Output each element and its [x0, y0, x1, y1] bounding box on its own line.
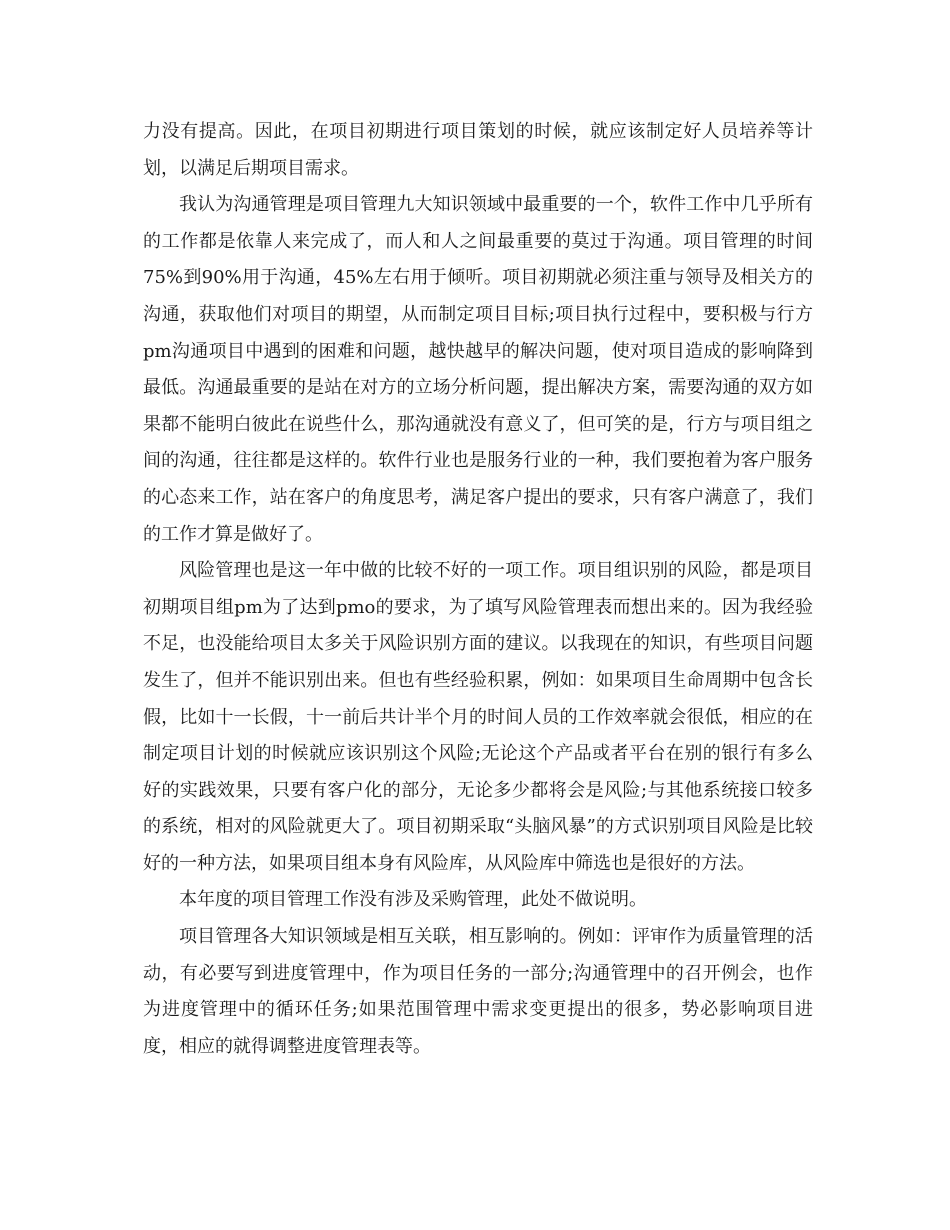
paragraph-continuation: 力没有提高。因此，在项目初期进行项目策划的时候，就应该制定好人员培养等计划，以满足后期项目需求。 [143, 121, 813, 179]
paragraph-knowledge-areas-relation: 项目管理各大知识领域是相互关联，相互影响的。例如：评审作为质量管理的活动，有必要写到进度管理中，作为项目任务的一部分;沟通管理中的召开例会，也作为进度管理中的循环任务;如果范围管理中需求变更提出的很多，势必影响项目进度，相应的就得调整进度管理表等。 [143, 926, 813, 1057]
paragraph-risk-management: 风险管理也是这一年中做的比较不好的一项工作。项目组识别的风险，都是项目初期项目组pm为了达到pmo的要求，为了填写风险管理表而想出来的。因为我经验不足，也没能给项目太多关于风险识别方面的建议。以我现在的知识，有些项目问题发生了，但并不能识别出来。但也有些经验积累，例如：如果项目生命周期中包含长假，比如十一长假，十一前后共计半个月的时间人员的工作效率就会很低，相应的在制定项目计划的时候就应该识别这个风险;无论这个产品或者平台在别的银行有多么好的实践效果，只要有客户化的部分，无论多少都将会是风险;与其他系统接口较多的系统，相对的风险就更大了。项目初期采取“头脑风暴”的方式识别项目风险是比较好的一种方法，如果项目组本身有风险库，从风险库中筛选也是很好的方法。 [143, 560, 813, 874]
paragraph-procurement-management: 本年度的项目管理工作没有涉及采购管理，此处不做说明。 [179, 889, 647, 911]
document-body [143, 114, 813, 1065]
paragraph-communication-management: 我认为沟通管理是项目管理九大知识领域中最重要的一个，软件工作中几乎所有的工作都是依靠人来完成了，而人和人之间最重要的莫过于沟通。项目管理的时间75%到90%用于沟通，45%左右用于倾听。项目初期就必须注重与领导及相关方的沟通，获取他们对项目的期望，从而制定项目目标;项目执行过程中，要积极与行方pm沟通项目中遇到的困难和问题，越快越早的解决问题，使对项目造成的影响降到最低。沟通最重要的是站在对方的立场分析问题，提出解决方案，需要沟通的双方如果都不能明白彼此在说些什么，那沟通就没有意义了，但可笑的是，行方与项目组之间的沟通，往往都是这样的。软件行业也是服务行业的一种，我们要抱着为客户服务的心态来工作，站在客户的角度思考，满足客户提出的要求，只有客户满意了，我们的工作才算是做好了。 [143, 194, 813, 545]
